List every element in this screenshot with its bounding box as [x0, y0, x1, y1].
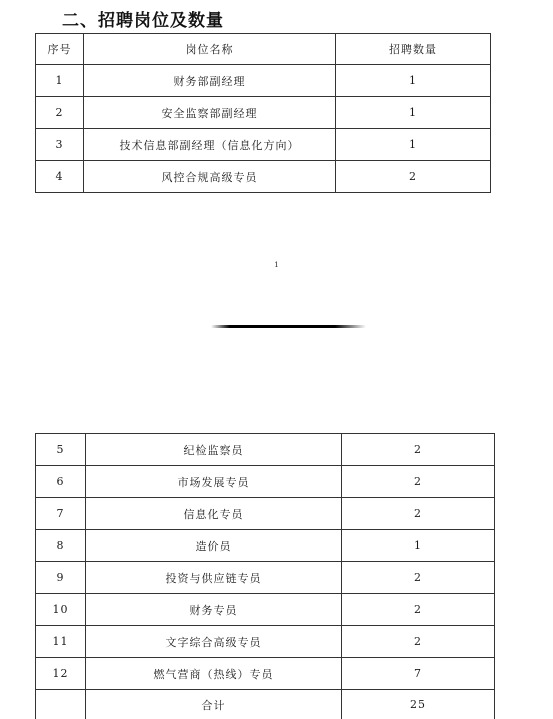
table-row — [36, 530, 495, 562]
positions-table-page1 — [35, 33, 491, 193]
table-row — [36, 97, 491, 129]
total-count: 25 — [342, 690, 495, 719]
cell-count: 2 — [342, 498, 495, 530]
cell-position: 风控合规高级专员 — [84, 161, 336, 193]
table-header-row — [36, 34, 491, 65]
table-row — [36, 626, 495, 658]
cell-index: 9 — [36, 562, 86, 594]
cell-position: 市场发展专员 — [86, 466, 342, 498]
cell-count: 7 — [342, 658, 495, 690]
cell-index: 3 — [36, 129, 84, 161]
cell-position: 燃气营商（热线）专员 — [86, 658, 342, 690]
cell-count: 1 — [336, 129, 491, 161]
page-number: 1 — [0, 261, 553, 269]
cell-count: 1 — [336, 65, 491, 97]
cell-index: 7 — [36, 498, 86, 530]
cell-position: 文字综合高级专员 — [86, 626, 342, 658]
cell-count: 2 — [342, 626, 495, 658]
cell-count: 2 — [342, 466, 495, 498]
cell-count: 1 — [342, 530, 495, 562]
cell-position: 安全监察部副经理 — [84, 97, 336, 129]
table-row — [36, 434, 495, 466]
cell-index: 10 — [36, 594, 86, 626]
cell-index: 2 — [36, 97, 84, 129]
cell-count: 1 — [336, 97, 491, 129]
cell-position: 造价员 — [86, 530, 342, 562]
cell-position: 信息化专员 — [86, 498, 342, 530]
cell-position: 财务部副经理 — [84, 65, 336, 97]
total-label: 合计 — [86, 690, 342, 719]
cell-position: 财务专员 — [86, 594, 342, 626]
cell-position: 投资与供应链专员 — [86, 562, 342, 594]
cell-position: 技术信息部副经理（信息化方向） — [84, 129, 336, 161]
header-index: 序号 — [36, 34, 84, 65]
table-row — [36, 129, 491, 161]
header-count: 招聘数量 — [336, 34, 491, 65]
cell-count: 2 — [342, 594, 495, 626]
cell-position: 纪检监察员 — [86, 434, 342, 466]
table-row — [36, 161, 491, 193]
cell-index: 4 — [36, 161, 84, 193]
cell-index: 5 — [36, 434, 86, 466]
section-heading: 二、招聘岗位及数量 — [62, 6, 224, 31]
cell-count: 2 — [342, 562, 495, 594]
total-index-cell — [36, 690, 86, 719]
table-row — [36, 562, 495, 594]
total-row — [36, 690, 495, 719]
cell-index: 1 — [36, 65, 84, 97]
cell-index: 12 — [36, 658, 86, 690]
table-row — [36, 498, 495, 530]
page-separator — [211, 325, 366, 328]
table-row — [36, 65, 491, 97]
cell-count: 2 — [336, 161, 491, 193]
table-row — [36, 466, 495, 498]
header-position: 岗位名称 — [84, 34, 336, 65]
table-row — [36, 594, 495, 626]
cell-index: 11 — [36, 626, 86, 658]
cell-index: 8 — [36, 530, 86, 562]
cell-count: 2 — [342, 434, 495, 466]
positions-table-page2 — [35, 433, 495, 719]
table-row — [36, 658, 495, 690]
cell-index: 6 — [36, 466, 86, 498]
